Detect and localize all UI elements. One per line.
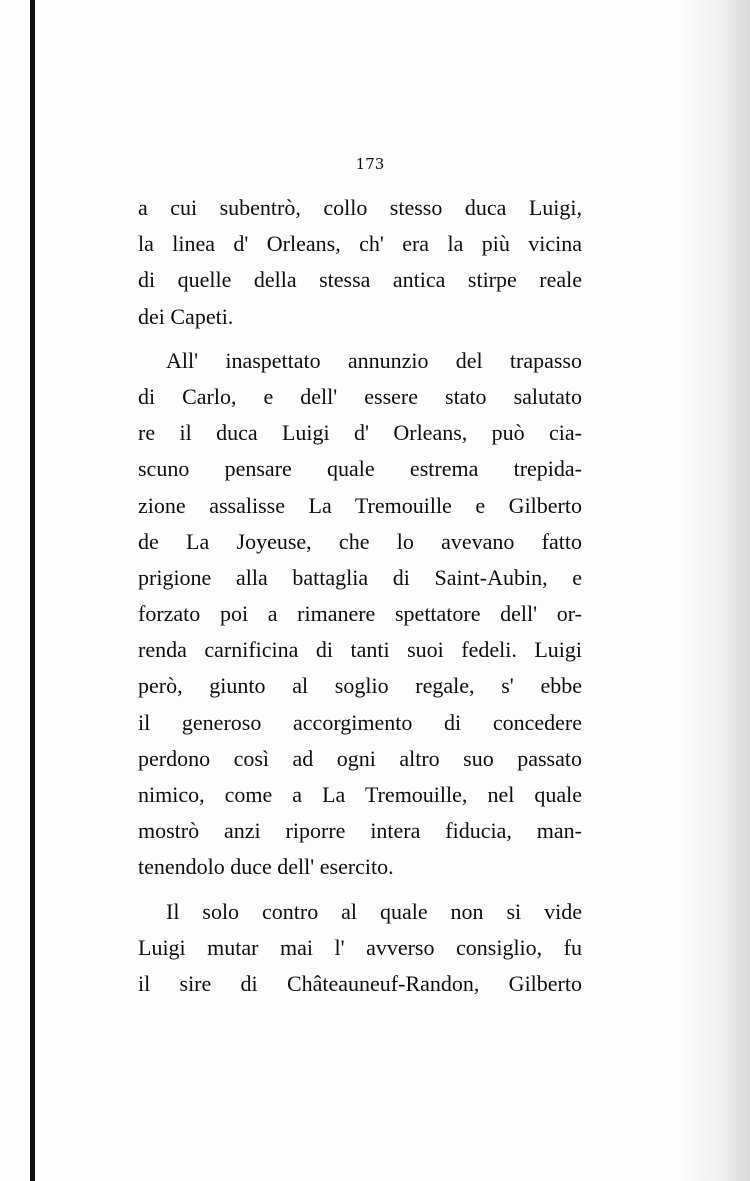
text-line: zione assalisse La Tremouille e Gilberto [138,492,582,518]
text-line: Luigi mutar mai l' avverso consiglio, fu [138,934,582,960]
page-number: 173 [355,155,385,173]
text-line: la linea d' Orleans, ch' era la più vicina [138,231,582,257]
text-line: forzato poi a rimanere spettatore dell' or- [138,601,582,627]
text-line: mostrò anzi riporre intera fiducia, man- [138,818,582,844]
text-line: nimico, come a La Tremouille, nel quale [138,782,582,807]
text-line: de La Joyeuse, che lo avevano fatto [138,528,582,554]
paragraph-gap [138,886,582,894]
text-line: scuno pensare quale estrema trepida- [138,456,582,482]
text-line: prigione alla battaglia di Saint-Aubin, e [138,564,582,590]
text-line: a cui subentrò, collo stesso duca Luigi, [138,195,582,220]
text-line: però, giunto al soglio regale, s' ebbe [138,673,582,699]
book-spine-edge [30,0,35,1181]
text-line: dei Capeti. [138,303,234,329]
text-line: renda carnificina di tanti suoi fedeli. Luigi [138,637,582,663]
paragraph-gap [138,335,582,343]
text-line: il sire di Châteauneuf-Randon, Gilberto [138,970,582,996]
text-line: di Carlo, e dell' essere stato salutato [138,383,582,409]
text-line: All' inaspettato annunzio del trapasso [166,347,582,373]
text-line: re il duca Luigi d' Orleans, può cia- [138,420,582,446]
page-edge-shading [680,0,750,1181]
text-line: perdono così ad ogni altro suo passato [138,745,582,771]
body-text [138,190,582,1002]
text-line: tenendolo duce dell' esercito. [138,854,394,880]
text-line: il generoso accorgimento di concedere [138,709,582,735]
text-line: Il solo contro al quale non si vide [166,898,582,924]
text-line: di quelle della stessa antica stirpe reale [138,267,582,293]
